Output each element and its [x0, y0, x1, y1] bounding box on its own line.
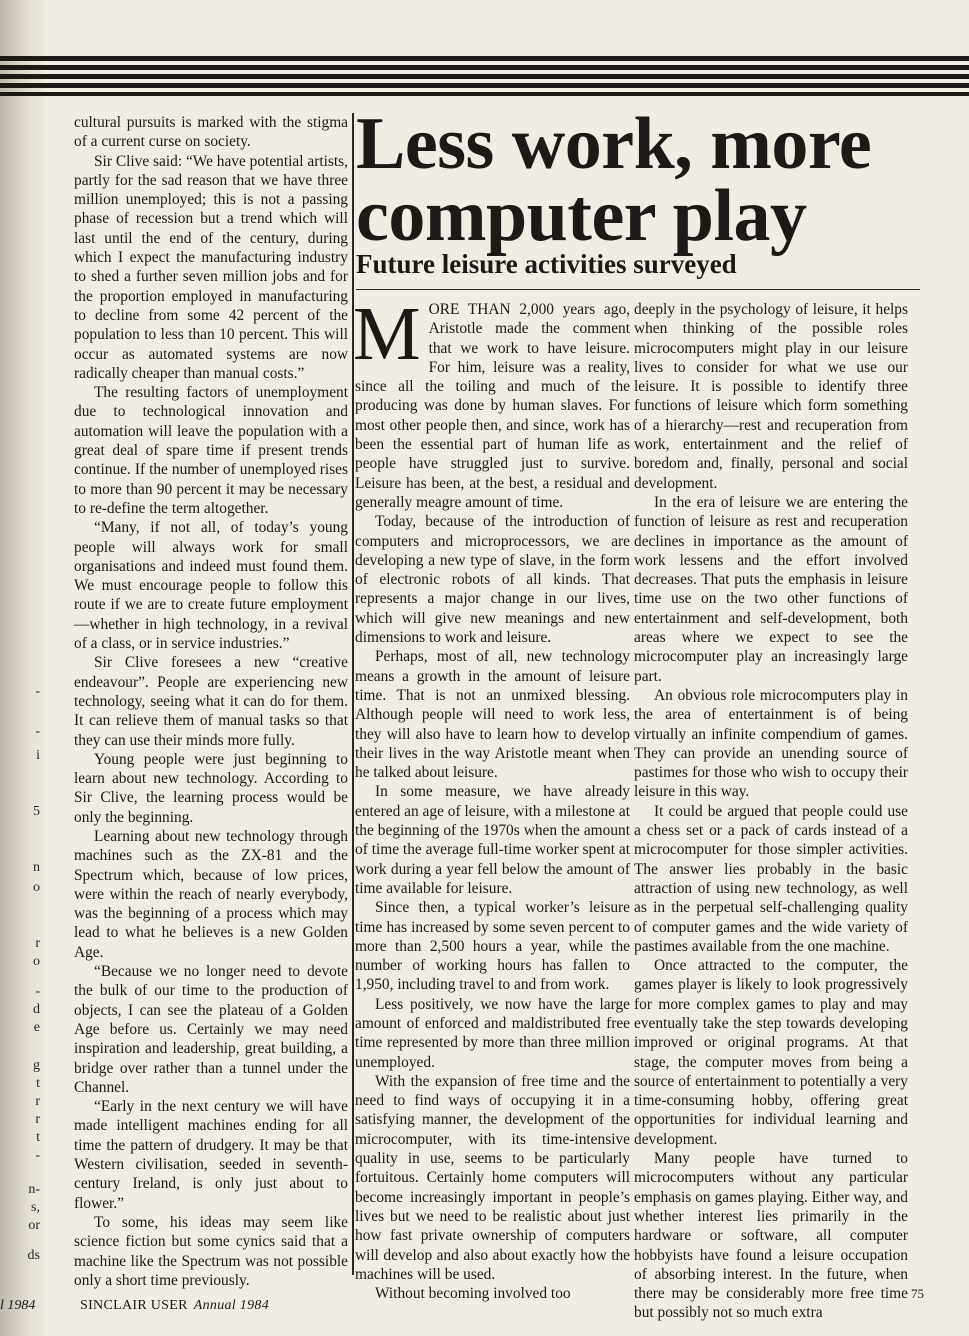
paragraph: Today, because of the introduction of computers and microprocessors, we are developing a new type of slave, in the form of electronic robots of all kinds. That represents a major change in our lives, which will give new meanings and new dimensions to work and leisure. — [355, 513, 630, 647]
gutter-fragment: r — [35, 1112, 40, 1127]
paragraph: cultural pursuits is marked with the stigma of a current curse on society. — [74, 114, 348, 151]
issue-label: Annual 1984 — [193, 1298, 269, 1313]
left-column — [74, 113, 348, 1290]
paragraph: “Early in the next century we will have made intelligent machines ending for all time the pattern of drudgery. It may be that Western civilisation, seeded in seventh-century Ireland, is only just about to flower.” — [74, 1098, 348, 1212]
article-subtitle: Future leisure activities surveyed — [356, 249, 737, 279]
magazine-name: SINCLAIR USER — [80, 1298, 188, 1313]
paragraph: Learning about new technology through machines such as the ZX-81 and the Spectrum which, because of low prices, were within the reach of nearly everybody, was the beginning of a process which may lead to what he believes is a new Golden Age. — [74, 827, 348, 961]
gutter-fragment: - — [35, 1148, 40, 1163]
gutter-fragment: n — [33, 860, 40, 875]
paragraph: The resulting factors of unemployment due to technological innovation and automation will leave the population with a great deal of spare time if present trends continue. If the number of unemployed rises to more than 90 percent it may be necessary to re-define the term altogether. — [74, 384, 348, 517]
middle-column — [353, 292, 630, 1303]
right-column — [634, 300, 908, 1323]
gutter-fragment: 5 — [33, 804, 40, 819]
opening-text: ORE THAN 2,000 years ago, Aristotle made the comment that we work to have leisure. For him, leisure was a reality, since all the toiling and much of the producing was done by human slaves. For most other people then, and since, work has been the essential part of human life as people have struggled just to survive. Leisure has been, at the best, a residual and generally meagre amount of time. — [355, 301, 630, 511]
gutter-fragment: t — [36, 1076, 40, 1091]
paragraph: In some measure, we have already entered an age of leisure, with a milestone at the beginning of the 1970s when the amount of time the average full-time worker spent at work during a year fell below the amount of time available for leisure. — [355, 783, 630, 897]
headline-rule — [356, 289, 920, 290]
paragraph: Many people have turned to microcomputers without any particular emphasis on games playing. Either way, and whether interest lies primarily in the hardware or software, all computer hobbyists have found a leisure occupation of absorbing interest. In the future, when there may be considerably more free time but possibly not so much extra — [634, 1150, 908, 1322]
gutter-fragment: i — [36, 748, 40, 763]
paragraph: In the era of leisure we are entering the function of leisure as rest and recuperation declines in importance as the amount of work lessens and the effort involved decreases. That puts the emphasis in leisure time use on the two other functions of entertainment and self-development, both areas where we expect to see the microcomputer play an increasingly large part. — [634, 493, 908, 685]
gutter-fragment: r — [35, 936, 40, 951]
paragraph: Once attracted to the computer, the games player is likely to look progressively for more complex games to play and may eventually take the step towards developing improved or original programs. At that stage, the computer moves from being a source of entertainment to potentially a very time-consuming hobby, offering great opportunities for individual learning and development. — [634, 957, 908, 1148]
gutter-fragment: o — [33, 954, 40, 969]
gutter-fragment: g — [33, 1058, 40, 1073]
gutter-fragment: s, — [31, 1200, 40, 1215]
gutter-fragment: d — [33, 1002, 40, 1017]
previous-page-fragments — [0, 0, 44, 1336]
gutter-fragment: - — [35, 684, 40, 699]
gutter-fragment: t — [36, 1130, 40, 1145]
gutter-fragment: e — [33, 1020, 40, 1035]
gutter-fragment: - — [35, 724, 40, 739]
page-number: 75 — [911, 1286, 924, 1301]
paragraph: To some, his ideas may seem like science fiction but some cynics said that a machine like the Spectrum was not possible only a short time previously. — [74, 1213, 348, 1289]
paragraph: “Many, if not all, of today’s young people will always work for small organisations and indeed must found them. We must encourage people to follow this route if we are to create future employment—whether in high technology, in a revival of a class, or in service industries.” — [74, 519, 348, 653]
page-footer — [80, 1298, 269, 1314]
header-rules — [0, 56, 969, 100]
column-divider — [352, 113, 354, 1275]
drop-cap: M — [353, 292, 421, 376]
paragraph: With the expansion of free time and the need to find ways of occupying it in a satisfying manner, the development of the microcomputer, with its time-intensive quality in use, seems to be particularly fortuitous. Certainly home computers will become increasingly important in people’s lives but we need to be realistic about just how fast private ownership of computers will develop and also about exactly how the machines will be used. — [355, 1072, 630, 1283]
paragraph: Sir Clive said: “We have potential artists, partly for the sad reason that we have three million unemployed; this is not a passing phase of recession but a trend which will last until the end of the century, during which I expect the manufacturing industry to shed a further seven million jobs and for the proportion employed in manufacturing to decline from some 42 percent of the population to less than 10 percent. This will occur as automated systems are now radically cheaper than manual costs.” — [74, 152, 348, 382]
gutter-fragment: - — [35, 984, 40, 999]
gutter-fragment: o — [33, 880, 40, 895]
paragraph: Less positively, we now have the large amount of enforced and maldistributed free time represented by more than three million unemployed. — [355, 995, 630, 1071]
gutter-fragment: n- — [28, 1182, 40, 1197]
article-headline: Less work, more computer play — [356, 103, 872, 257]
paragraph: Young people were just beginning to learn about new technology. According to Sir Clive, the learning process would be only the beginning. — [74, 750, 348, 826]
paragraph: “Because we no longer need to devote the bulk of our time to the production of objects, I can see the plateau of a Golden Age before us. Certainly we may need inspiration and leadership, great building, a bridge over rather than a tunnel under the Channel. — [74, 963, 348, 1096]
paragraph: Without becoming involved too — [375, 1285, 571, 1303]
paragraph: Since then, a typical worker’s leisure time has increased by some seven percent to more than 2,500 hours a year, while the number of working hours has fallen to 1,950, including travel to and from work. — [355, 899, 630, 994]
paragraph: An obvious role microcomputers play in the area of entertainment is of being virtually an infinite compendium of games. They can provide an unending source of pastimes for those who wish to occupy their leisure in this way. — [634, 686, 908, 801]
paragraph: It could be argued that people could use a chess set or a pack of cards instead of a microcomputer for those simpler activities. The answer lies probably in the basic attraction of using new technology, as well as in the perpetual self-challenging quality of computer games and the wide variety of pastimes available from the one machine. — [634, 802, 908, 955]
paragraph: Perhaps, most of all, new technology means a growth in the amount of leisure time. That is not an unmixed blessing. Although people will need to work less, they will also have to learn how to develop their lives in the way Aristotle meant when he talked about leisure. — [355, 648, 630, 782]
gutter-fragment: ds — [27, 1248, 40, 1263]
gutter-fragment: r — [35, 1094, 40, 1109]
gutter-fragment: or — [28, 1218, 40, 1233]
paragraph: Sir Clive foresees a new “creative endeavour”. People are experiencing new technology, seeing what it can do for them. It can relieve them of manual tasks so that they can use their minds more fully. — [74, 654, 348, 749]
previous-page-footer: l 1984 — [0, 1298, 36, 1313]
opening-paragraph — [353, 292, 630, 512]
paragraph: deeply in the psychology of leisure, it helps when thinking of the possible roles microcomputers might play in our leisure lives to consider for what we use our leisure. It is possible to identify three functions of leisure which form something of a hierarchy—rest and recuperation from work, entertainment and the relief of boredom and, finally, personal and social development. — [634, 301, 908, 492]
